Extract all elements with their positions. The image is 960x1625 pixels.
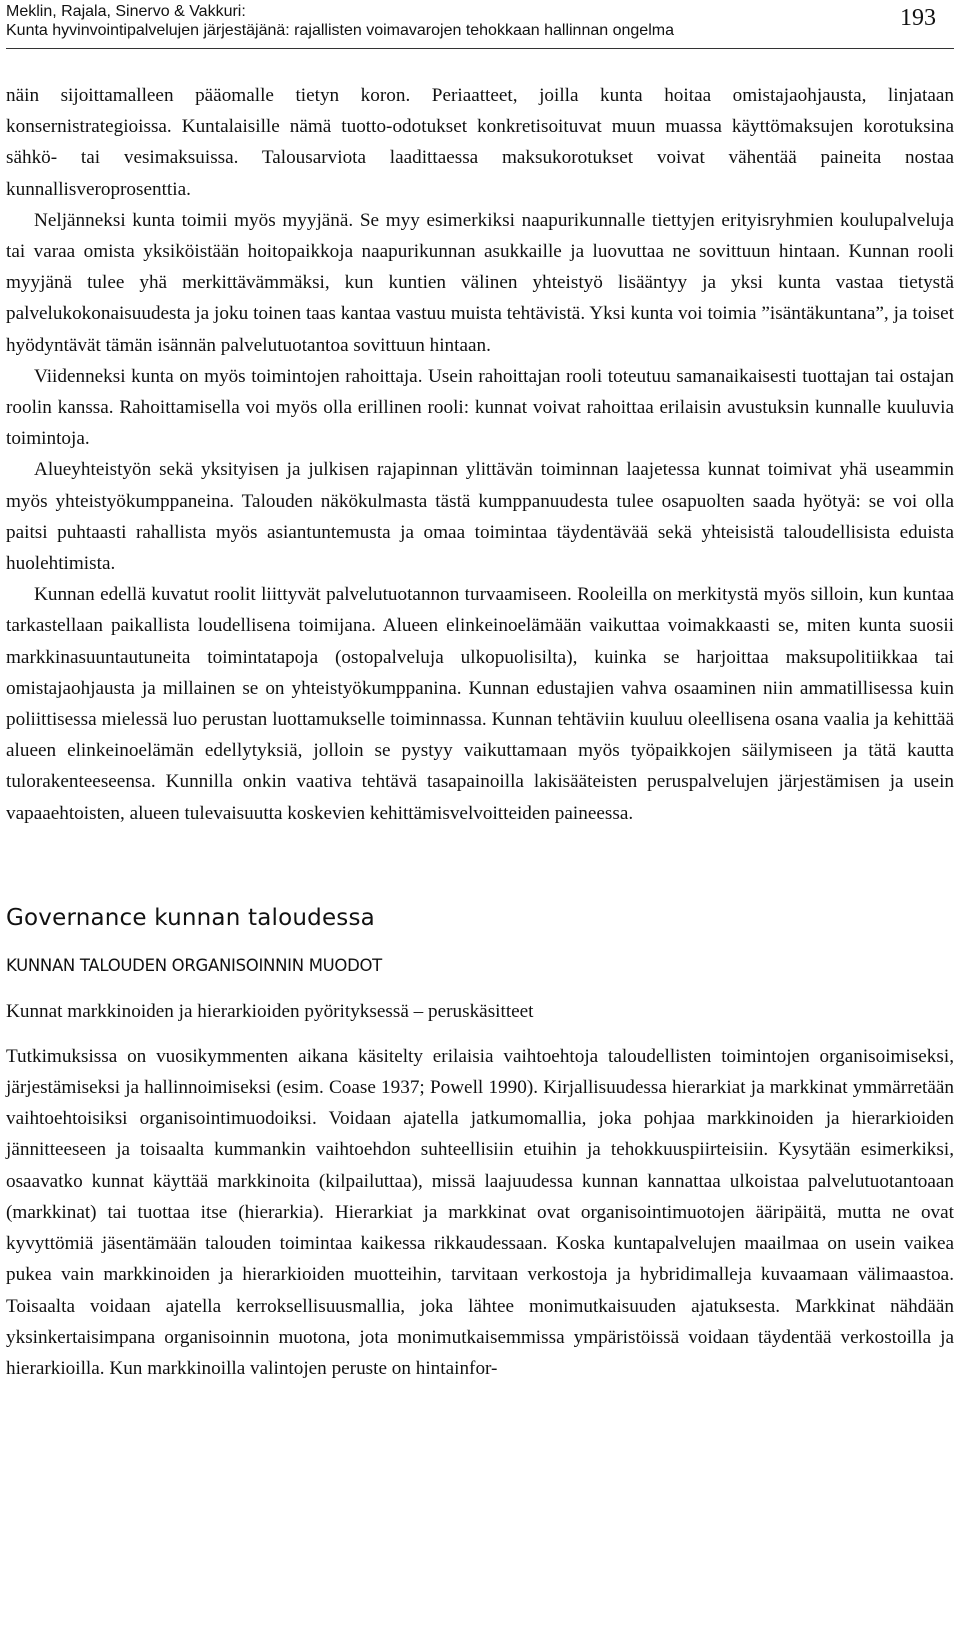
subsection-heading: KUNNAN TALOUDEN ORGANISOINNIN MUODOT: [6, 955, 382, 975]
section-heading: Governance kunnan taloudessa: [6, 904, 375, 931]
paragraph-roles-summary: Kunnan edellä kuvatut roolit liittyvät palvelutuotannon turvaamiseen. Rooleilla on merkitystä myös silloin, kun kuntaa tarkastellaan paikallista loudellisena toimijana. Alueen elinkeinoelämään vaikuttaa voimakkaasti se, miten kunta suosii markkinasuuntautuneita toimintatapoja (ostopalveluja ulkopuolisilta), kuinka se harjoittaa maksupolitiikkaa tai omistajaohjausta ja millainen se on yhteistyökumppanina. Kunnan edustajien vahva osaaminen niin ammatillisessa kuin poliittisessa mielessä luo perustan luottamukselle toiminnassa. Kunnan tehtäviin kuuluu oleellisena osana vaalia ja kehittää alueen elinkeinoelämän edellytyksiä, jolloin se pystyy vaikuttamaan myös työpaikkojen säilymiseen ja tätä kautta tulorakenteeseensa. Kunnilla onkin vaativa tehtävä tasapainoilla lakisääteisten peruspalvelujen järjestämisen ja usein vapaaehtoisten, alueen tulevaisuutta koskevien kehittämisvelvoitteiden paineessa.: [6, 584, 954, 824]
paragraph-seller-role: Neljänneksi kunta toimii myös myyjänä. Se myy esimerkiksi naapurikunnalle tiettyjen erityisryhmien koulupalveluja tai varaa omista yksiköistään hoitopaikkoja naapurikunnan asukkaille ja luovuttaa ne sovittuun hintaan. Kunnan rooli myyjänä tulee yhä merkittävämmäksi, kun kuntien välinen yhteistyö lisääntyy ja yksi kunta vastaa tietystä palvelukokonaisuudesta ja joku toinen taas kantaa vastuu muista tehtävistä. Yksi kunta voi toimia ”isäntäkuntana”, ja toiset hyödyntävät tämän isännän palvelutuotantoa sovittuun hintaan.: [6, 209, 954, 356]
paragraph-partner-role: Alueyhteistyön sekä yksityisen ja julkisen rajapinnan ylittävän toiminnan laajetessa kunnat toimivat yhä useammin myös yhteistyökumppaneina. Talouden näkökulmasta tästä kumppanuudesta tulee osapuolten saada hyötyä: se voi olla paitsi puhtaasti rahallista myös asiantuntemusta ja omaa toimintaa täydentävää sekä yhteisistä taloudellisista eduista huolehtimista.: [6, 459, 954, 575]
running-header: [6, 0, 954, 46]
paragraph-continued: näin sijoittamalleen pääomalle tietyn koron. Periaatteet, joilla kunta hoitaa omistajaohjausta, linjataan konsernistrategioissa. Kuntalaisille nämä tuotto-odotukset konkretisoituvat muun muassa käyttömaksujen korotuksina sähkö- tai vesimaksuissa. Talousarviota laadittaessa maksukorotukset voivat vähentää paineita nostaa kunnallisveroprosenttia.: [6, 85, 954, 200]
paragraph-markets-hierarchies: Tutkimuksissa on vuosikymmenten aikana käsitelty erilaisia vaihtoehtoja taloudellisten toimintojen organisoimiseksi, järjestämiseksi ja hallinnoimiseksi (esim. Coase 1937; Powell 1990). Kirjallisuudessa hierarkiat ja markkinat ymmärretään vaihtoehtoisiksi organisointimuodoiksi. Voidaan ajatella jatkumomallia, joka pohjaa markkinoiden ja hierarkioiden jännitteeseen ja toisaalta kummankin vaihtoehdon suhteellisiin etuihin ja tehokkuuspiirteisiin. Kysytään esimerkiksi, osaavatko kunnat käyttää markkinoita (kilpailuttaa), missä laajuudessa kunnan kannattaa ulkoistaa palvelutuotantoaan (markkinat) tai tuottaa itse (hierarkia). Hierarkiat ja markkinat ovat organisointimuotojen ääripäitä, mutta ne ovat kyvyttömiä jäsentämään talouden toimintaa kaikessa rikkaudessaan. Koska kuntapalvelujen maailmaa on usein vaikea pukea vain markkinoiden ja hierarkioiden muotteihin, tarvitaan verkostoja ja hybridimalleja kuvaamaan välimaastoa. Toisaalta voidaan ajatella kerroksellisuusmallia, joka lähtee monimutkaisuuden ajatuksesta. Markkinat nähdään yksinkertaisimpana organisoinnin muotona, jota monimutkaisemmissa ympäristöissä voidaan täydentää verkostoilla ja hierarkioilla. Kun markkinoilla valintojen peruste on hintainfor-: [6, 1045, 954, 1379]
header-divider: [6, 48, 954, 49]
subsubsection-heading: Kunnat markkinoiden ja hierarkioiden pyörityksessä – peruskäsitteet: [6, 1000, 534, 1022]
page-number: 193: [900, 5, 936, 31]
header-title: Kunta hyvinvointipalvelujen järjestäjänä: rajallisten voimavarojen tehokkaan hallinnan ongelma: [6, 22, 674, 39]
page-body: [6, 80, 954, 1384]
header-authors: Meklin, Rajala, Sinervo & Vakkuri:: [6, 3, 246, 20]
paragraph-financier-role: Viidenneksi kunta on myös toimintojen rahoittaja. Usein rahoittajan rooli toteutuu samanaikaisesti tuottajan tai ostajan roolin kanssa. Rahoittamisella voi myös olla erillinen rooli: kunnat voivat rahoittaa erilaisin avustuksin kunnalle kuuluvia toimintoja.: [6, 365, 954, 450]
